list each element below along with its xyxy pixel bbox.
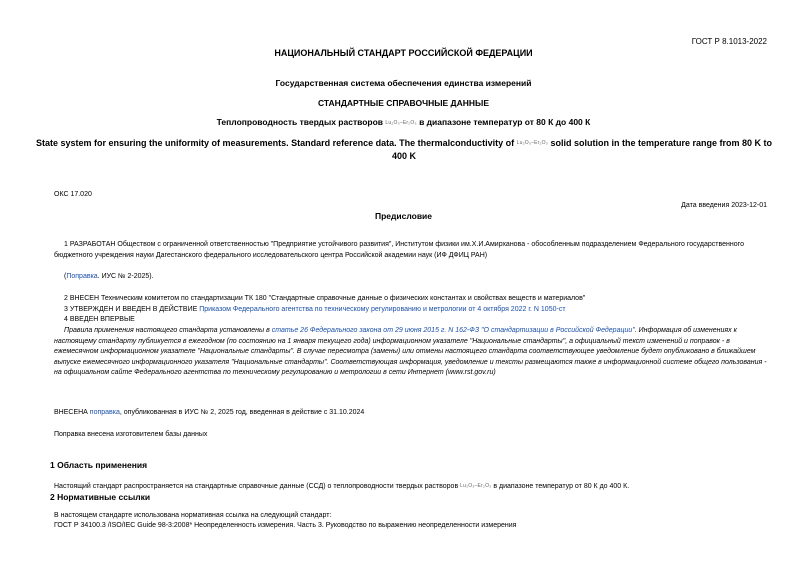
- section-1-text: [54, 481, 772, 493]
- section-1-formula: Lu₂O₃–Er₂O₃: [460, 483, 492, 489]
- effective-date: Дата введения 2023-12-01: [681, 202, 767, 209]
- amendment-note: Поправка внесена изготовителем базы данных: [54, 431, 208, 438]
- reference-data-heading: СТАНДАРТНЫЕ СПРАВОЧНЫЕ ДАННЫЕ: [317, 98, 490, 108]
- rules-text-1: Правила применения настоящего стандарта установлены в: [64, 327, 272, 334]
- title-text-after: в диапазоне температур от 80 К до 400 К: [419, 117, 591, 127]
- english-title: [36, 137, 772, 163]
- foreword-item-4: 4 ВВЕДЕН ВПЕРВЫЕ: [64, 316, 135, 323]
- amendment-notice-link[interactable]: поправка: [89, 409, 120, 416]
- foreword-item-2: 2 ВНЕСЕН Техническим комитетом по стандартизации ТК 180 "Стандартные справочные данные о физических константах и свойствах веществ и материалов": [64, 295, 586, 302]
- english-title-before: State system for ensuring the uniformity of measurements. Standard reference data. The thermalconductivity of: [36, 138, 515, 148]
- order-link[interactable]: Приказом Федерального агентства по техническому регулированию и метрологии от 4 октября 2022 г. N 1050-ст: [199, 306, 566, 313]
- section-1-heading: 1 Область применения: [50, 460, 148, 470]
- national-standard-heading: НАЦИОНАЛЬНЫЙ СТАНДАРТ РОССИЙСКОЙ ФЕДЕРАЦИИ: [274, 48, 533, 58]
- section-1-text-after: в диапазоне температур от 80 К до 400 К.: [493, 483, 630, 491]
- foreword-item-3-prefix: 3 УТВЕРЖДЕН И ВВЕДЕН В ДЕЙСТВИЕ: [64, 306, 200, 313]
- amendment-notice-prefix: ВНЕСЕНА: [54, 409, 90, 416]
- section-1-text-before: Настоящий стандарт распространяется на стандартные справочные данные (ССД) о теплопроводности твердых растворов: [54, 483, 459, 491]
- federal-law-link[interactable]: статье 26 Федерального закона от 29 июня 2015 г. N 162-ФЗ "О стандартизации в Российской Федерации": [271, 327, 635, 334]
- system-heading: Государственная система обеспечения единства измерений: [275, 78, 532, 88]
- amendment-link[interactable]: Поправка: [66, 273, 98, 280]
- section-2-heading: 2 Нормативные ссылки: [50, 492, 151, 502]
- oks-code: ОКС 17.020: [54, 191, 92, 198]
- english-title-formula: Lu₂O₃–Er₂O₃: [516, 140, 548, 147]
- section-2-intro: В настоящем стандарте использована нормативная ссылка на следующий стандарт:: [54, 512, 332, 519]
- amendment-open-paren: (: [64, 273, 67, 280]
- amendment-reference: [54, 272, 772, 283]
- rules-text-2: . Информация об изменениях к настоящему стандарту публикуется в ежегодном (по состоянию на 1 января текущего года) информационном указателе "Национальные стандарты", а официальный текст изменений и поправок - в ежемесячном информационном указателе "Национальные стандарты". В случае пересмотра (замены) или отмены настоящего стандарта соответствующее уведомление будет опубликовано в ближайшем выпуске ежемесячного информационного указателя "Национальные стандарты". Соответствующая информация, уведомление и тексты размещаются также в информационной системе общего пользования - на официальном сайте Федерального агентства по техническому регулированию и метрологии в сети Интернет (www.rst.gov.ru): [54, 327, 767, 376]
- amendment-notice: [54, 408, 772, 419]
- english-title-after: solid solution in the temperature range from 80 K to 400 K: [391, 138, 772, 162]
- document-code: ГОСТ Р 8.1013-2022: [691, 37, 767, 46]
- title-formula: Lu₂O₃–Er₂O₃: [385, 119, 417, 126]
- amendment-notice-suffix: , опубликованная в ИУС № 2, 2025 год, введенная в действие с 31.10.2024: [119, 409, 365, 416]
- document-title: [0, 117, 807, 127]
- section-2-reference: ГОСТ Р 34100.3 /ISO/IEC Guide 98-3:2008* Неопределенность измерения. Часть 3. Руководство по выражению неопределенности измерения: [54, 522, 517, 529]
- amendment-reference-rest: . ИУС № 2-2025).: [97, 273, 154, 280]
- foreword-heading: Предисловие: [374, 211, 433, 221]
- foreword-item-3: [54, 305, 772, 316]
- application-rules: [54, 326, 772, 379]
- foreword-item-1: 1 РАЗРАБОТАН Обществом с ограниченной ответственностью "Предприятие устойчивого развития", Институтом физики им.Х.И.Амирханова - обособленным подразделением Федерального государственного бюджетного учреждения науки Дагестанского федерального исследовательского центра Российской академии наук (ИФ ДФИЦ РАН): [54, 241, 744, 259]
- title-text-before: Теплопроводность твердых растворов: [216, 117, 384, 127]
